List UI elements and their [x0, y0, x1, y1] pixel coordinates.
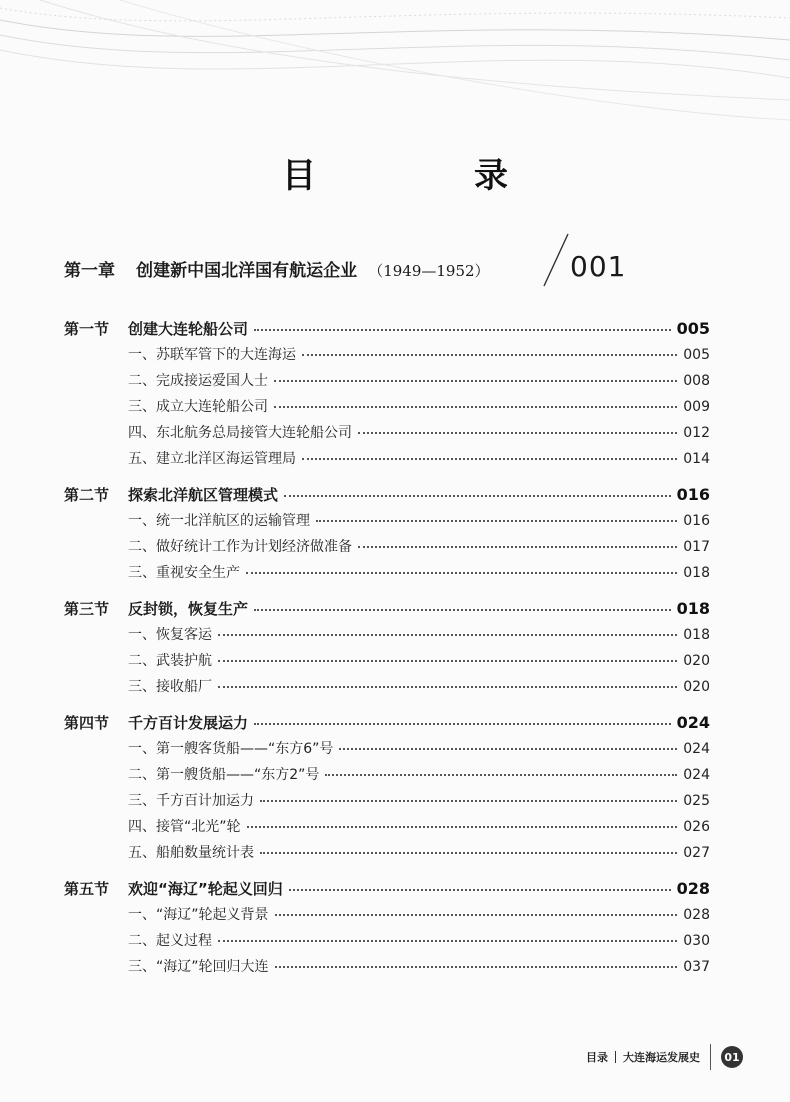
entry-title: 一、恢复客运 — [128, 627, 212, 643]
entry-title: 二、武装护航 — [128, 653, 212, 669]
dot-leader — [302, 354, 677, 356]
dot-leader — [358, 546, 677, 548]
entry-page-number: 005 — [683, 347, 710, 363]
dot-leader — [316, 520, 677, 522]
dot-leader — [358, 432, 677, 434]
entry-title: 三、“海辽”轮回归大连 — [128, 959, 269, 975]
table-of-contents — [64, 316, 710, 990]
toc-entry[interactable] — [64, 674, 710, 700]
section-page-number: 024 — [676, 713, 710, 732]
section-label: 第四节 — [64, 714, 110, 732]
toc-entry[interactable] — [64, 368, 710, 394]
section-title: 探索北洋航区管理模式 — [128, 486, 279, 504]
entry-title: 一、第一艘客货船——“东方6”号 — [128, 741, 334, 757]
toc-section — [64, 316, 710, 472]
chapter-heading[interactable] — [64, 256, 490, 286]
entry-page-number: 030 — [683, 933, 710, 949]
dot-leader — [218, 634, 677, 636]
section-title: 千方百计发展运力 — [128, 714, 249, 732]
section-page-number: 018 — [676, 599, 710, 618]
entry-page-number: 037 — [683, 959, 710, 975]
dot-leader — [254, 723, 671, 725]
section-page-number: 016 — [676, 485, 710, 504]
toc-section-heading[interactable] — [64, 316, 710, 342]
toc-entry[interactable] — [64, 560, 710, 586]
chapter-name: 创建新中国北洋国有航运企业 — [136, 261, 358, 281]
toc-entry[interactable] — [64, 928, 710, 954]
chapter-slash-divider — [540, 232, 570, 288]
entry-title: 二、完成接运爱国人士 — [128, 373, 268, 389]
chapter-page-number: 001 — [570, 250, 627, 283]
toc-section-heading[interactable] — [64, 710, 710, 736]
toc-entry[interactable] — [64, 342, 710, 368]
entry-page-number: 020 — [683, 679, 710, 695]
entry-title: 一、苏联军管下的大连海运 — [128, 347, 296, 363]
section-page-number: 005 — [676, 319, 710, 338]
toc-entry[interactable] — [64, 446, 710, 472]
entry-title: 一、统一北洋航区的运输管理 — [128, 513, 310, 529]
chapter-label: 第一章 — [64, 261, 115, 281]
toc-section — [64, 876, 710, 980]
entry-page-number: 025 — [683, 793, 710, 809]
footer-section-label: 目录 — [586, 1051, 608, 1064]
dot-leader — [254, 329, 671, 331]
toc-entry[interactable] — [64, 534, 710, 560]
entry-page-number: 028 — [683, 907, 710, 923]
entry-page-number: 014 — [683, 451, 710, 467]
page-footer — [586, 1045, 743, 1069]
toc-entry[interactable] — [64, 902, 710, 928]
footer-vertical-rule — [710, 1044, 711, 1070]
footer-page-number: 01 — [721, 1046, 743, 1068]
dot-leader — [246, 572, 677, 574]
entry-page-number: 018 — [683, 565, 710, 581]
entry-title: 五、船舶数量统计表 — [128, 845, 254, 861]
footer-book-title: 大连海运发展史 — [623, 1051, 700, 1064]
entry-title: 三、千方百计加运力 — [128, 793, 254, 809]
dot-leader — [254, 609, 671, 611]
toc-entry[interactable] — [64, 394, 710, 420]
entry-title: 五、建立北洋区海运管理局 — [128, 451, 296, 467]
entry-title: 三、成立大连轮船公司 — [128, 399, 268, 415]
chapter-years: （1949—1952） — [368, 262, 490, 280]
section-title: 反封锁，恢复生产 — [128, 600, 249, 618]
toc-section — [64, 710, 710, 866]
decorative-wave-banner — [0, 0, 790, 140]
dot-leader — [302, 458, 677, 460]
entry-page-number: 017 — [683, 539, 710, 555]
entry-page-number: 009 — [683, 399, 710, 415]
section-page-number: 028 — [676, 879, 710, 898]
toc-entry[interactable] — [64, 508, 710, 534]
page-title: 目 录 — [282, 156, 570, 196]
entry-title: 四、接管“北光”轮 — [128, 819, 241, 835]
toc-entry[interactable] — [64, 954, 710, 980]
toc-entry[interactable] — [64, 788, 710, 814]
toc-entry[interactable] — [64, 622, 710, 648]
dot-leader — [218, 686, 677, 688]
section-title: 欢迎“海辽”轮起义回归 — [128, 880, 283, 898]
dot-leader — [274, 406, 677, 408]
toc-entry[interactable] — [64, 762, 710, 788]
toc-entry[interactable] — [64, 648, 710, 674]
toc-section — [64, 482, 710, 586]
dot-leader — [218, 660, 677, 662]
entry-title: 三、重视安全生产 — [128, 565, 240, 581]
entry-page-number: 020 — [683, 653, 710, 669]
dot-leader — [339, 748, 677, 750]
toc-section-heading[interactable] — [64, 596, 710, 622]
dot-leader — [247, 826, 678, 828]
dot-leader — [284, 495, 671, 497]
entry-title: 一、“海辽”轮起义背景 — [128, 907, 269, 923]
section-label: 第三节 — [64, 600, 110, 618]
entry-page-number: 026 — [683, 819, 710, 835]
toc-entry[interactable] — [64, 736, 710, 762]
entry-title: 二、第一艘货船——“东方2”号 — [128, 767, 320, 783]
entry-title: 二、做好统计工作为计划经济做准备 — [128, 539, 352, 555]
entry-title: 二、起义过程 — [128, 933, 212, 949]
dot-leader — [260, 852, 677, 854]
entry-page-number: 018 — [683, 627, 710, 643]
entry-page-number: 012 — [683, 425, 710, 441]
dot-leader — [289, 889, 671, 891]
toc-section-heading[interactable] — [64, 482, 710, 508]
dot-leader — [275, 966, 678, 968]
dot-leader — [274, 380, 677, 382]
section-label: 第五节 — [64, 880, 110, 898]
toc-entry[interactable] — [64, 840, 710, 866]
entry-page-number: 024 — [683, 741, 710, 757]
dot-leader — [325, 774, 677, 776]
dot-leader — [275, 914, 678, 916]
toc-entry[interactable] — [64, 814, 710, 840]
entry-title: 四、东北航务总局接管大连轮船公司 — [128, 425, 352, 441]
entry-page-number: 024 — [683, 767, 710, 783]
entry-title: 三、接收船厂 — [128, 679, 212, 695]
dot-leader — [260, 800, 677, 802]
dot-leader — [218, 940, 677, 942]
footer-separator — [615, 1051, 616, 1063]
toc-section-heading[interactable] — [64, 876, 710, 902]
section-title: 创建大连轮船公司 — [128, 320, 249, 338]
entry-page-number: 008 — [683, 373, 710, 389]
toc-entry[interactable] — [64, 420, 710, 446]
entry-page-number: 016 — [683, 513, 710, 529]
toc-section — [64, 596, 710, 700]
section-label: 第二节 — [64, 486, 110, 504]
entry-page-number: 027 — [683, 845, 710, 861]
section-label: 第一节 — [64, 320, 110, 338]
